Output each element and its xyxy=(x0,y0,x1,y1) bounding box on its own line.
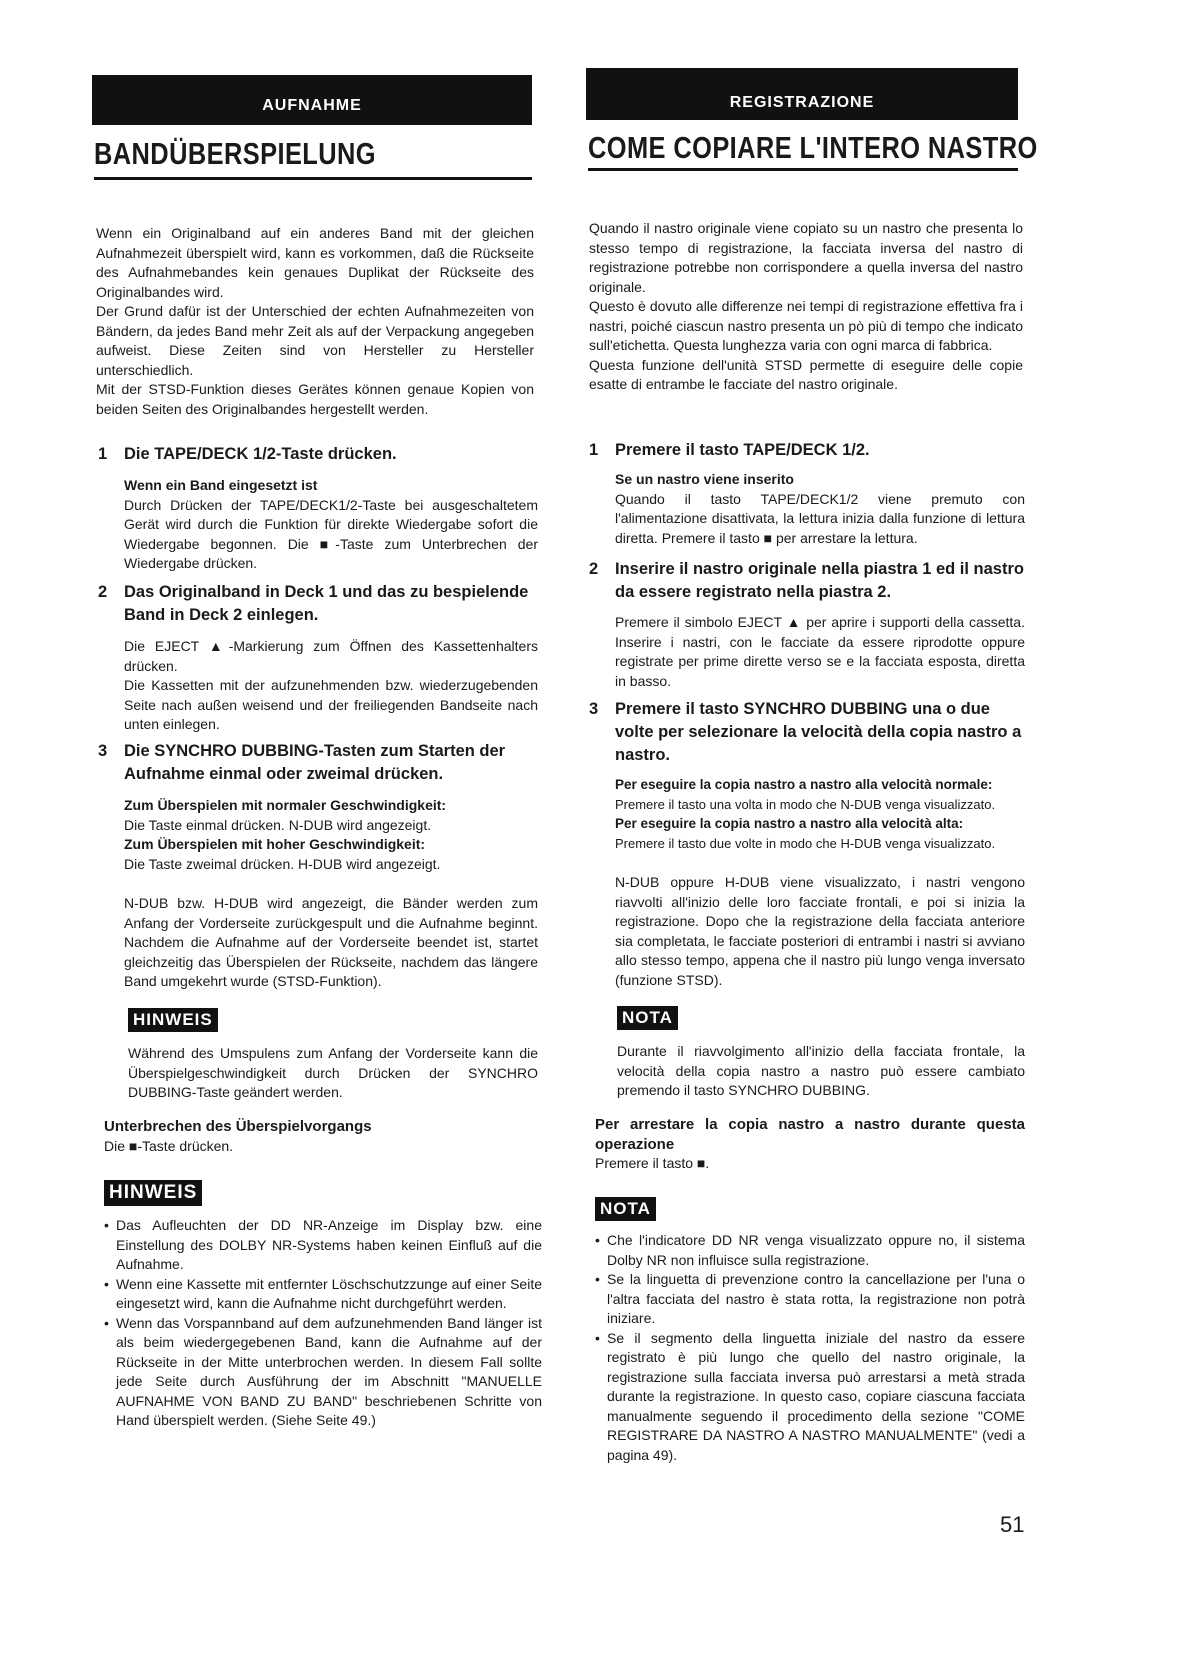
page-number: 51 xyxy=(1000,1512,1025,1537)
stop-section-left xyxy=(104,1117,538,1156)
note-text: Während des Umspulens zum Anfang der Vorderseite kann die Überspielgeschwindigkeit durch Drücken der SYNCHRO DUBBING-Taste geändert werden. xyxy=(128,1045,538,1100)
intro-right xyxy=(589,219,1023,395)
title-underline-right xyxy=(588,168,1018,171)
note-item: • Se la linguetta di prevenzione contro la cancellazione per l'una o l'altra facciata del nastro è stata rotta, la registrazione non potrà iniziare. xyxy=(595,1270,1025,1329)
step-2-left xyxy=(98,581,538,735)
note-label: NOTA xyxy=(595,1197,656,1221)
intro-paragraph: Mit der STSD-Funktion dieses Gerätes können genaue Kopien von beiden Seiten des Originalbandes hergestellt werden. xyxy=(96,381,534,417)
step-subheading: Zum Überspielen mit normaler Geschwindigkeit: xyxy=(124,797,447,813)
step-body: Premere il tasto due volte in modo che H-DUB venga visualizzato. xyxy=(615,835,996,851)
step-paragraph: N-DUB oppure H-DUB viene visualizzato, i nastri vengono riavvolti all'inizio delle loro facciate frontali, e poi si inizia la registrazione. Dopo che la registrazione della facciata anteriore sia completata, le facciate posteriori di entrambi i nastri si avviano allo stesso tempo, appena che il nastro più lungo venga inversato (funzione STSD). xyxy=(615,874,1025,988)
note-label: HINWEIS xyxy=(104,1180,202,1206)
step-subheading: Se un nastro viene inserito xyxy=(615,471,794,487)
title-underline-left xyxy=(94,177,532,180)
intro-paragraph: Der Grund dafür ist der Unterschied der echten Aufnahmezeiten von Bändern, da jedes Band mehr Zeit als auf der Verpackung angegeben aufweist. Diese Zeiten sind von Hersteller zu Hersteller unterschiedlich. xyxy=(96,303,534,378)
step-heading: Die TAPE/DECK 1/2-Taste drücken. xyxy=(124,445,397,463)
note-2-right xyxy=(595,1197,1025,1465)
step-subheading: Zum Überspielen mit hoher Geschwindigkeit: xyxy=(124,836,426,852)
note-item: • Das Aufleuchten der DD NR-Anzeige im Display bzw. eine Einstellung des DOLBY NR-Systems haben keinen Einfluß auf die Aufnahme. xyxy=(104,1216,542,1275)
page-title-right: COME COPIARE L'INTERO NASTRO xyxy=(588,130,1038,165)
step-heading: Premere il tasto SYNCHRO DUBBING una o due volte per selezionare la velocità della copia nastro a nastro. xyxy=(615,700,1022,764)
step-body: Die Taste zweimal drücken. H-DUB wird angezeigt. xyxy=(124,855,441,872)
step-number: 3 xyxy=(589,700,599,718)
page-title-left: BANDÜBERSPIELUNG xyxy=(94,136,376,171)
note-item: • Se il segmento della linguetta iniziale del nastro da essere registrato è più lungo che quello del nastro originale, la registrazione sulla facciata inversa può arrestarsi a metà strada durante la registrazione. In questo caso, copiare ciascuna facciata manualmente seguendo il procedimento della sezione "COME REGISTRARE DA NASTRO A NASTRO MANUALMENTE" (vedi a pagina 49). xyxy=(595,1329,1025,1466)
step-3-right xyxy=(589,698,1025,990)
step-body: Durch Drücken der TAPE/DECK1/2-Taste bei ausgeschaltetem Gerät wird durch die Funktion für direkte Wiedergabe sofort die Wiedergabe begonnen. Die ■-Taste zum Unterbrechen der Wiedergabe drücken. xyxy=(124,496,538,571)
step-heading: Das Originalband in Deck 1 und das zu bespielende Band in Deck 2 einlegen. xyxy=(124,583,529,624)
section-header-registrazione: REGISTRAZIONE xyxy=(586,68,1018,120)
note-text: Durante il riavvolgimento all'inizio della facciata frontale, la velocità della copia nastro a nastro può essere cambiato premendo il tasto SYNCHRO DUBBING. xyxy=(617,1043,1025,1098)
intro-paragraph: Wenn ein Originalband auf ein anderes Band mit der gleichen Aufnahmezeit überspielt wird, kann es vorkommen, daß die Rückseite des Aufnahmebandes kein genaues Duplikat der Rückseite des Originalbandes wird. xyxy=(96,225,534,300)
note-2-left xyxy=(104,1180,542,1431)
step-number: 3 xyxy=(98,742,108,760)
step-subheading: Per eseguire la copia nastro a nastro alla velocità normale: xyxy=(615,777,993,792)
step-number: 2 xyxy=(589,560,599,578)
step-body: Quando il tasto TAPE/DECK1/2 viene premuto con l'alimentazione disattivata, la lettura inizia dalla funzione di lettura diretta. Premere il tasto ■ per arrestare la lettura. xyxy=(615,490,1025,546)
step-subheading: Per eseguire la copia nastro a nastro alla velocità alta: xyxy=(615,816,964,831)
step-paragraph: N-DUB bzw. H-DUB wird angezeigt, die Bänder werden zum Anfang der Vorderseite zurückgespult und die Aufnahme beginnt. Nachdem die Aufnahme auf der Vorderseite beendet ist, startet gleichzeitig das Überspielen der Rückseite, nachdem das längere Band umgekehrt wurde (STSD-Funktion). xyxy=(124,895,538,989)
step-number: 1 xyxy=(98,445,108,463)
step-body: Die Kassetten mit der aufzunehmenden bzw. wiederzugebenden Seite nach außen weisend und der freiliegenden Bandseite nach unten einlegen. xyxy=(124,677,538,732)
step-3-left xyxy=(98,740,538,992)
step-body: Premere il tasto una volta in modo che N-DUB venga visualizzato. xyxy=(615,796,996,812)
step-heading: Inserire il nastro originale nella piastra 1 ed il nastro da essere registrato nella piastra 2. xyxy=(615,560,1024,601)
stop-heading: Unterbrechen des Überspielvorgangs xyxy=(104,1118,372,1135)
step-heading: Die SYNCHRO DUBBING-Tasten zum Starten der Aufnahme einmal oder zweimal drücken. xyxy=(124,742,506,783)
step-subheading: Wenn ein Band eingesetzt ist xyxy=(124,477,318,493)
stop-text: Die ■-Taste drücken. xyxy=(104,1137,234,1154)
step-number: 2 xyxy=(98,583,108,601)
stop-heading: Per arrestare la copia nastro a nastro durante questa operazione xyxy=(595,1116,1025,1153)
note-item: • Wenn eine Kassette mit entfernter Löschschutzzunge auf einer Seite eingesetzt wird, kann die Aufnahme nicht durchgeführt werden. xyxy=(104,1275,542,1314)
intro-left xyxy=(96,224,534,419)
step-number: 1 xyxy=(589,441,599,459)
step-1-right xyxy=(589,439,1025,548)
step-body: Die EJECT ▲-Markierung zum Öffnen des Kassettenhalters drücken. xyxy=(124,638,538,674)
step-1-left xyxy=(98,443,538,574)
step-heading: Premere il tasto TAPE/DECK 1/2. xyxy=(615,441,870,459)
intro-paragraph: Questo è dovuto alle differenze nei tempi di registrazione effettiva fra i nastri, poiché ciascun nastro presenta un pò più di tempo che indicato sull'etichetta. Questa lunghezza varia con ogni marca di fabbrica. xyxy=(589,298,1023,353)
intro-paragraph: Questa funzione dell'unità STSD permette di eseguire delle copie esatte di entrambe le facciate del nastro originale. xyxy=(589,356,1023,392)
stop-text: Premere il tasto ■. xyxy=(595,1155,710,1171)
note-label: HINWEIS xyxy=(128,1008,218,1032)
note-item: • Wenn das Vorspannband auf dem aufzunehmenden Band länger ist als beim wiedergegebenen Band, kann die Aufnahme auf der Rückseite in der Mitte unterbrochen werden. In diesem Fall sollte jede Seite durch Ausführung der im Abschnitt "MANUELLE AUFNAHME VON BAND ZU BAND" beschriebenen Schritte von Hand überspielt werden. (Siehe Seite 49.) xyxy=(104,1314,542,1431)
note-item: • Che l'indicatore DD NR venga visualizzato oppure no, il sistema Dolby NR non influisce sulla registrazione. xyxy=(595,1231,1025,1270)
step-body: Premere il simbolo EJECT ▲ per aprire i supporti della cassetta. Inserire i nastri, con le facciate da essere riprodotte oppure registrate per prime dirette verso se e la facciata esposta, diretta in basso. xyxy=(615,614,1025,689)
note-1-left xyxy=(128,1008,538,1103)
intro-paragraph: Quando il nastro originale viene copiato su un nastro che presenta lo stesso tempo di registrazione, la facciata inversa del nastro di registrazione potrebbe non corrispondere a quella inversa del nastro originale. xyxy=(589,220,1023,295)
note-1-right xyxy=(617,1006,1025,1101)
section-header-aufnahme: AUFNAHME xyxy=(92,75,532,125)
step-body: Die Taste einmal drücken. N-DUB wird angezeigt. xyxy=(124,816,432,833)
stop-section-right xyxy=(595,1115,1025,1174)
step-2-right xyxy=(589,558,1025,691)
note-label: NOTA xyxy=(617,1006,678,1030)
